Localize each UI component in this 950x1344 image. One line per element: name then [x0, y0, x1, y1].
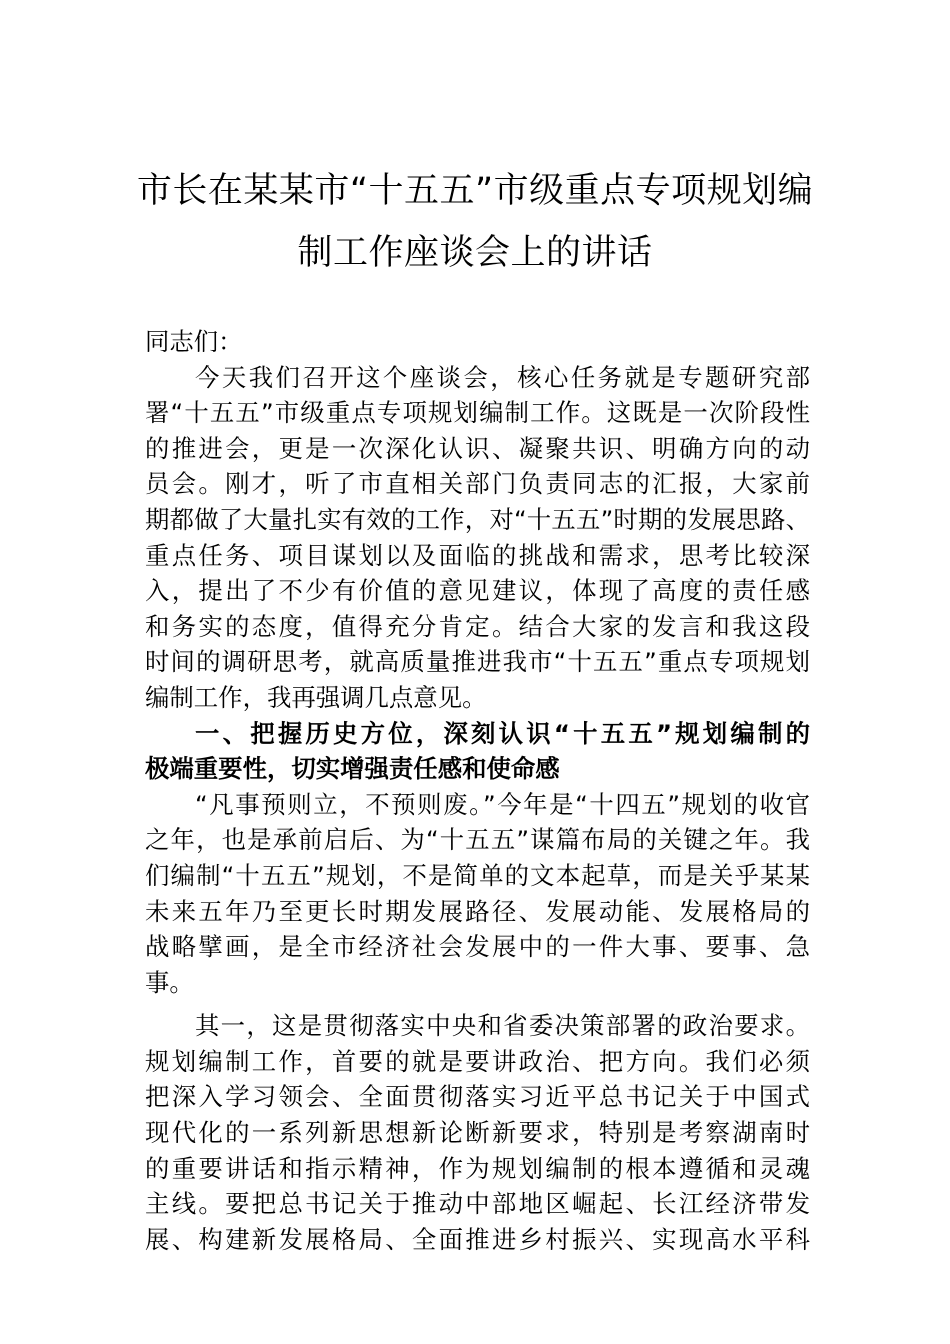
- paragraph-line: 其一，这是贯彻落实中央和省委决策部署的政治要求。: [195, 1011, 810, 1041]
- title-line: 制工作座谈会上的讲话: [297, 233, 653, 273]
- paragraph-line: 重点任务、项目谋划以及面临的挑战和需求，思考比较深: [145, 540, 810, 570]
- paragraph-line: 战略擘画，是全市经济社会发展中的一件大事、要事、急: [145, 932, 810, 962]
- document-body: [145, 324, 810, 1257]
- title-line: 市长在某某市“十五五”市级重点专项规划编: [136, 171, 814, 211]
- heading-line: 极端重要性，切实增强责任感和使命感: [145, 754, 560, 784]
- paragraph-line: 入，提出了不少有价值的意见建议，体现了高度的责任感: [145, 576, 810, 606]
- paragraph-line: 把深入学习领会、全面贯彻落实习近平总书记关于中国式: [145, 1082, 810, 1112]
- paragraph-line: 未来五年乃至更长时期发展路径、发展动能、发展格局的: [145, 896, 810, 926]
- salutation: 同志们：: [145, 327, 243, 356]
- paragraph-line: 们编制“十五五”规划，不是简单的文本起草，而是关乎某某: [145, 860, 810, 890]
- paragraph-line: “凡事预则立，不预则废。”今年是“十四五”规划的收官: [195, 789, 810, 819]
- paragraph-line: 今天我们召开这个座谈会，核心任务就是专题研究部: [195, 362, 810, 392]
- document-title: [130, 160, 820, 284]
- paragraph-line: 规划编制工作，首要的就是要讲政治、把方向。我们必须: [145, 1046, 810, 1076]
- paragraph-line: 之年，也是承前启后、为“十五五”谋篇布局的关键之年。我: [145, 825, 810, 855]
- heading-line: 一、把握历史方位，深刻认识“十五五”规划编制的: [195, 718, 810, 748]
- paragraph-line: 员会。刚才，听了市直相关部门负责同志的汇报，大家前: [145, 469, 810, 499]
- paragraph-line: 时间的调研思考，就高质量推进我市“十五五”重点专项规划: [145, 647, 810, 677]
- paragraph-line: 署“十五五”市级重点专项规划编制工作。这既是一次阶段性: [145, 398, 810, 428]
- paragraph-line: 现代化的一系列新思想新论断新要求，特别是考察湖南时: [145, 1118, 810, 1148]
- paragraph-line: 的重要讲话和指示精神，作为规划编制的根本遵循和灵魂: [145, 1153, 810, 1183]
- paragraph-line: 和务实的态度，值得充分肯定。结合大家的发言和我这段: [145, 611, 810, 641]
- paragraph-line: 展、构建新发展格局、全面推进乡村振兴、实现高水平科: [145, 1224, 810, 1254]
- section-heading-1: [145, 716, 810, 787]
- paragraph-line: 主线。要把总书记关于推动中部地区崛起、长江经济带发: [145, 1189, 810, 1219]
- paragraph-point-one: [145, 1008, 810, 1257]
- paragraph-line: 事。: [145, 967, 194, 997]
- paragraph-gap: [145, 1000, 810, 1008]
- paragraph-intro: [145, 360, 810, 716]
- paragraph-line: 期都做了大量扎实有效的工作，对“十五五”时期的发展思路、: [145, 504, 810, 534]
- paragraph-line: 的推进会，更是一次深化认识、凝聚共识、明确方向的动: [145, 433, 810, 463]
- paragraph-quote: [145, 787, 810, 1001]
- paragraph-line: 编制工作，我再强调几点意见。: [145, 682, 487, 712]
